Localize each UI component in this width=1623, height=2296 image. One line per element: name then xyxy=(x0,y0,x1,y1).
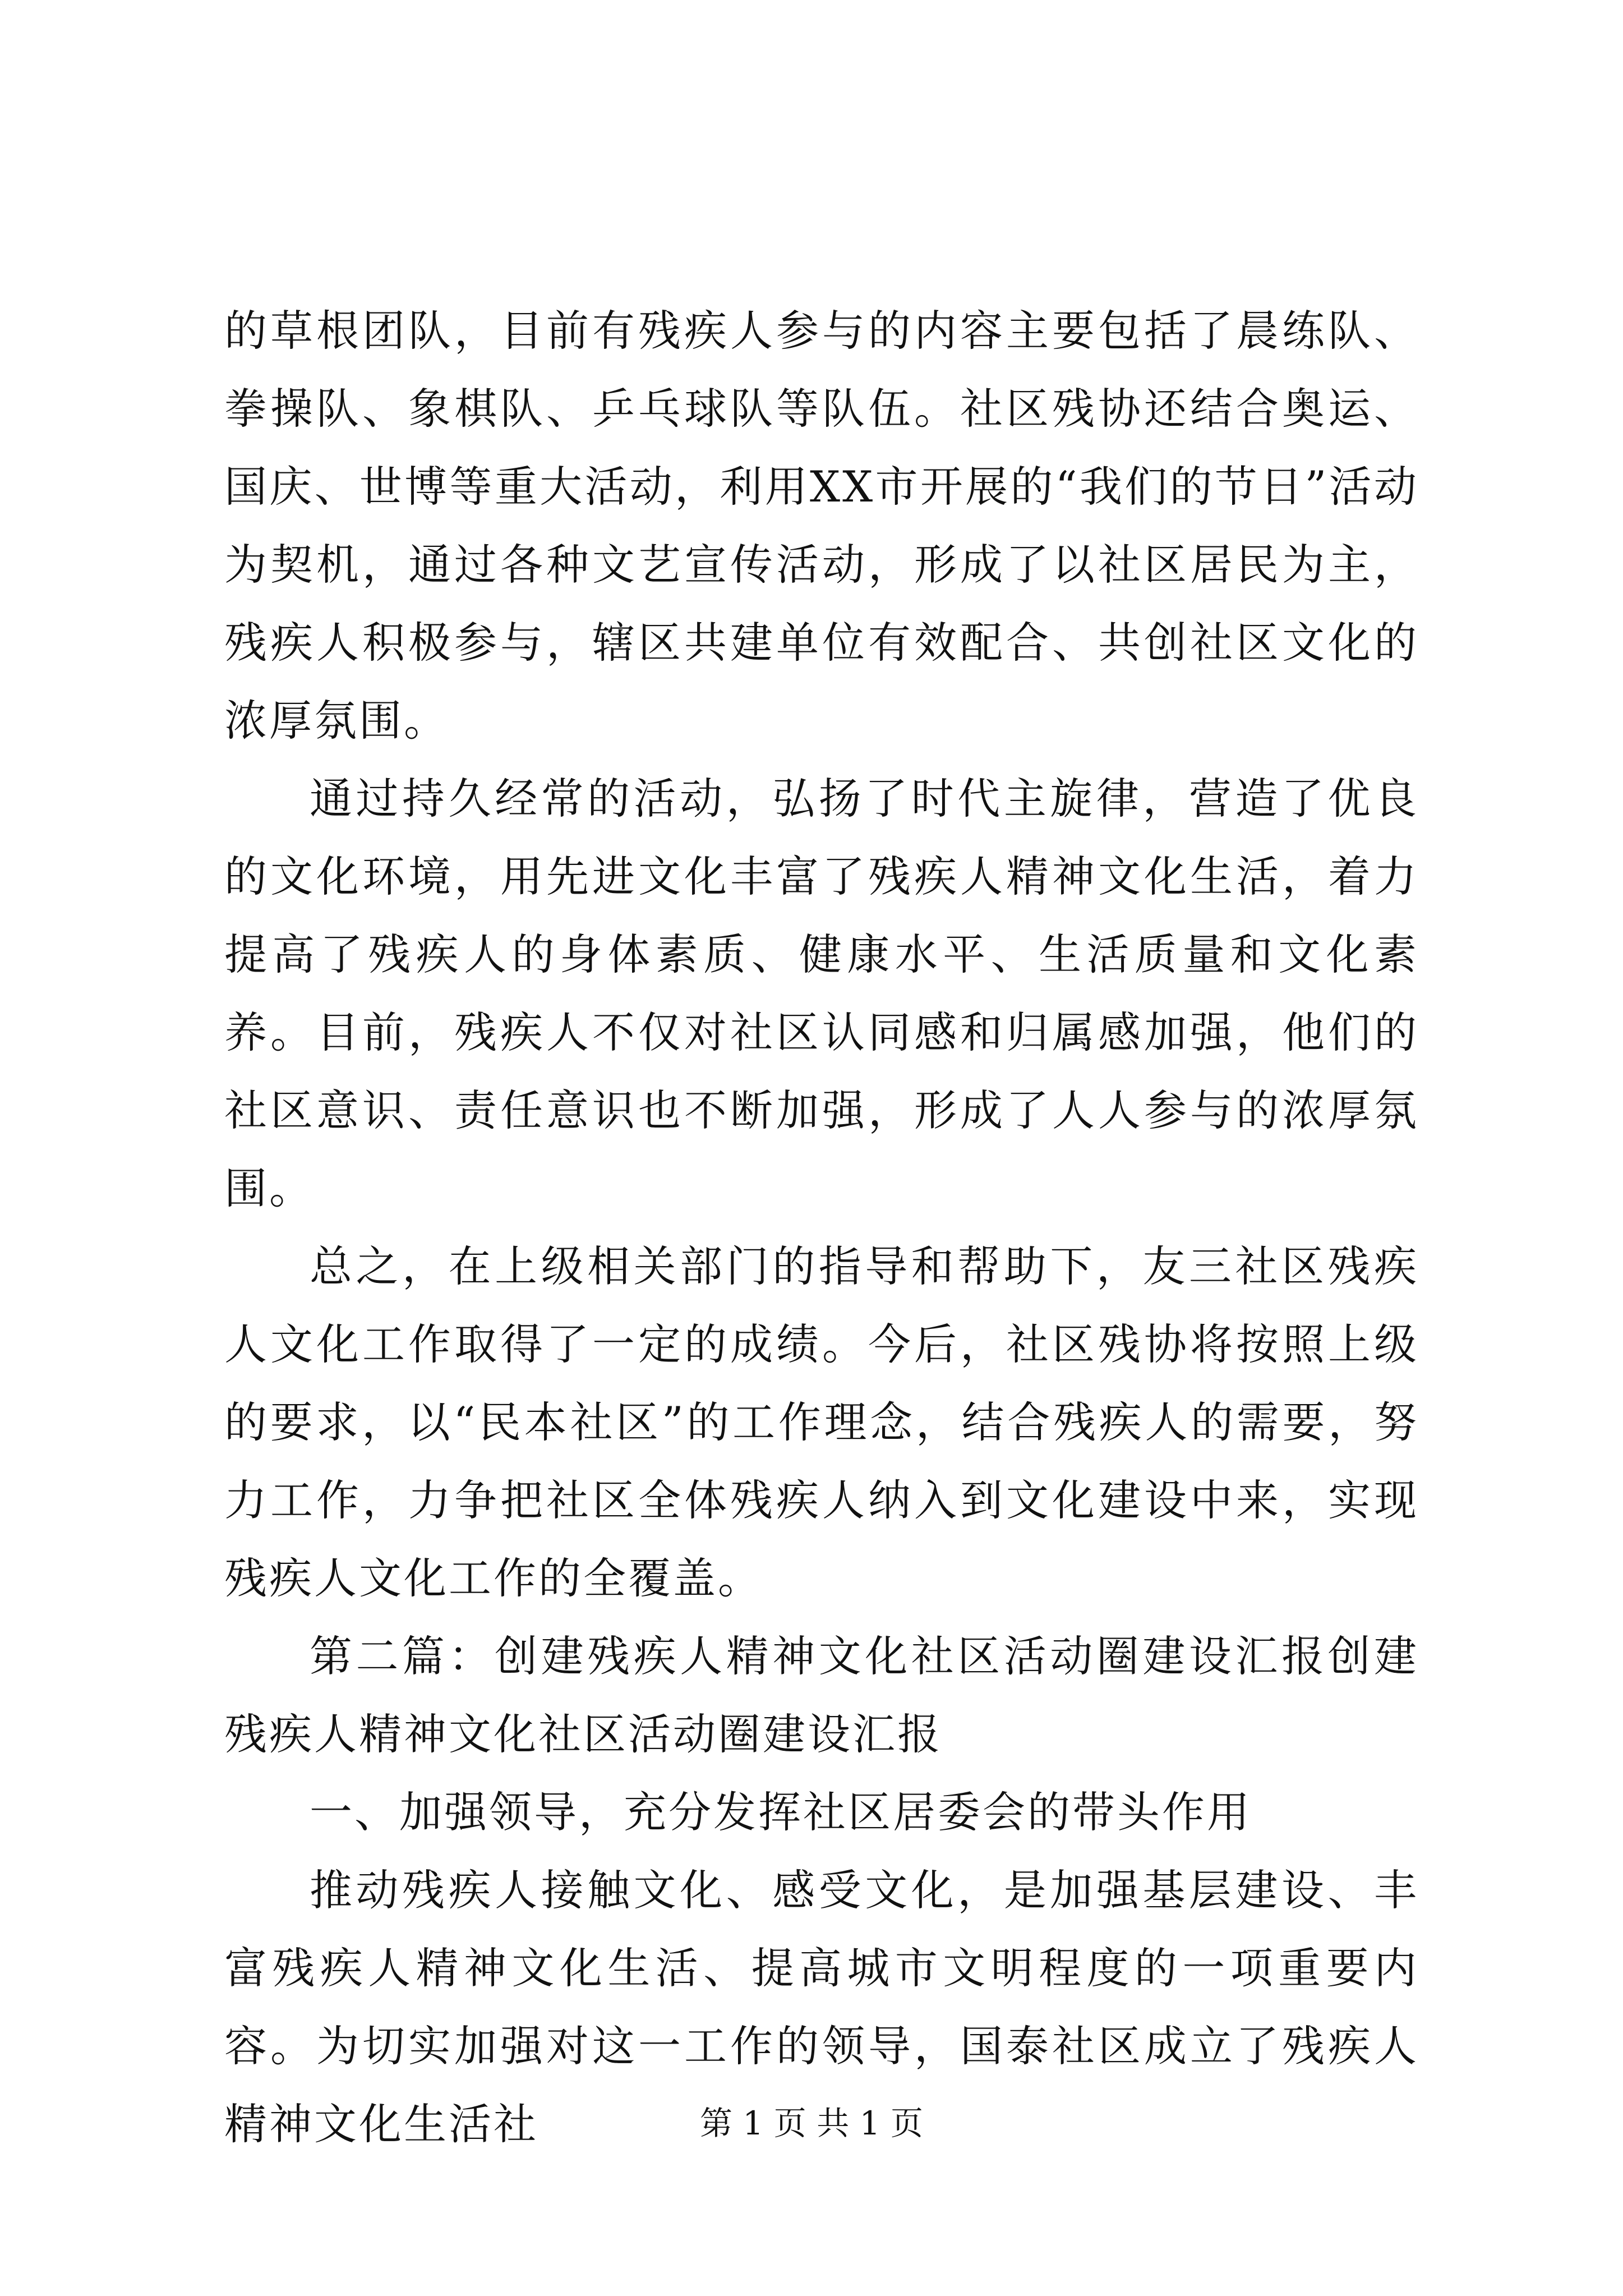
page-footer: 第 1 页 共 1 页 xyxy=(700,2104,923,2142)
paragraph-2: 通过持久经常的活动，弘扬了时代主旋律，营造了优良的文化环境，用先进文化丰富了残疾人精神文化生活，着力提高了残疾人的身体素质、健康水平、生活质量和文化素养。目前，残疾人不仅对社区认同感和归属感加强，他们的社区意识、责任意识也不断加强，形成了人人参与的浓厚氛围。 xyxy=(224,774,1419,1213)
paragraph-6: 推动残疾人接触文化、感受文化，是加强基层建设、丰富残疾人精神文化生活、提高城市文明程度的一项重要内容。为切实加强对这一工作的领导，国泰社区成立了残疾人精神文化生活社 xyxy=(224,1865,1419,2149)
section-heading-part-two: 第二篇：创建残疾人精神文化社区活动圈建设汇报创建残疾人精神文化社区活动圈建设汇报 xyxy=(224,1631,1419,1759)
subheading-one: 一、加强领导，充分发挥社区居委会的带头作用 xyxy=(310,1787,1252,1837)
document-body xyxy=(224,292,1419,2163)
paragraph-1: 的草根团队，目前有残疾人参与的内容主要包括了晨练队、拳操队、象棋队、乒乓球队等队伍。社区残协还结合奥运、国庆、世博等重大活动，利用XX市开展的“我们的节日”活动为契机，通过各种文艺宣传活动，形成了以社区居民为主，残疾人积极参与，辖区共建单位有效配合、共创社区文化的浓厚氛围。 xyxy=(224,306,1419,746)
paragraph-3: 总之，在上级相关部门的指导和帮助下，友三社区残疾人文化工作取得了一定的成绩。今后，社区残协将按照上级的要求，以“民本社区”的工作理念，结合残疾人的需要，努力工作，力争把社区全体残疾人纳入到文化建设中来，实现残疾人文化工作的全覆盖。 xyxy=(224,1241,1419,1603)
